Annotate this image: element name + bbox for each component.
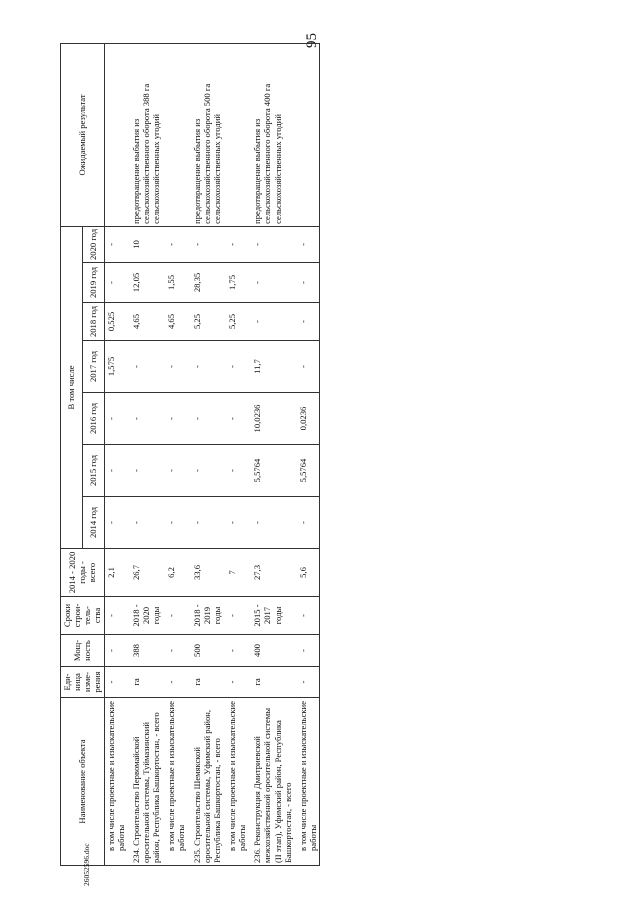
cell-terms: 2015 - 2017 годы	[251, 597, 294, 635]
cell-y2015: -	[191, 445, 223, 497]
cell-y2017: -	[165, 341, 187, 393]
cell-y2019: 12,05	[130, 263, 162, 303]
cell-y2017: 11,7	[251, 341, 294, 393]
cell-name: в том числе проектные и изыскательские работы	[226, 698, 248, 866]
cell-y2020: -	[297, 226, 320, 262]
cell-y2016: -	[226, 393, 248, 445]
cell-y2017: -	[191, 341, 223, 393]
cell-total: 27,3	[251, 549, 294, 597]
cell-result: предотвращение выбытия из сельскохозяйственного оборота 400 га сельскохозяйственных угодий	[251, 43, 294, 226]
header-unit: Еди-ница изме-рения	[61, 667, 105, 698]
cell-y2014: -	[226, 497, 248, 549]
cell-total: 33,6	[191, 549, 223, 597]
cell-unit: -	[165, 667, 187, 698]
header-terms: Сроки строи-тель-ства	[61, 597, 105, 635]
header-name: Наименование объекта	[61, 698, 105, 866]
cell-y2019: 1,55	[165, 263, 187, 303]
cell-total: 5,6	[297, 549, 320, 597]
cell-y2017: 1,575	[104, 341, 127, 393]
table-header	[61, 43, 105, 865]
cell-y2015: -	[130, 445, 162, 497]
cell-unit: -	[104, 667, 127, 698]
cell-result	[297, 43, 320, 226]
cell-y2016: -	[191, 393, 223, 445]
cell-y2020: -	[165, 226, 187, 262]
cell-result	[104, 43, 127, 226]
cell-y2018: 0,525	[104, 303, 127, 341]
cell-name: 235. Строительство Шемякской оросительной системы, Уфимский район, Республика Башкортостан, - всего	[191, 698, 223, 866]
cell-y2018: 4,65	[130, 303, 162, 341]
cell-terms: -	[297, 597, 320, 635]
cell-capacity: 500	[191, 635, 223, 667]
header-total: 2014 - 2020 годы - всего	[61, 549, 105, 597]
cell-capacity: -	[297, 635, 320, 667]
cell-y2016: -	[165, 393, 187, 445]
header-year-2017: 2017 год	[82, 341, 104, 393]
cell-unit: га	[130, 667, 162, 698]
cell-unit: -	[226, 667, 248, 698]
cell-y2019: 28,35	[191, 263, 223, 303]
table-row	[297, 43, 320, 865]
cell-unit: га	[251, 667, 294, 698]
cell-terms: -	[165, 597, 187, 635]
cell-result: предотвращение выбытия из сельскохозяйственного оборота 388 га сельскохозяйственных угодий	[130, 43, 162, 226]
cell-y2016: 10,0236	[251, 393, 294, 445]
header-result: Ожидаемый результат	[61, 43, 105, 226]
cell-capacity: 400	[251, 635, 294, 667]
cell-y2017: -	[226, 341, 248, 393]
cell-terms: -	[104, 597, 127, 635]
cell-capacity: 388	[130, 635, 162, 667]
cell-y2018: 5,25	[191, 303, 223, 341]
rotated-page	[60, 44, 560, 866]
cell-result: предотвращение выбытия из сельскохозяйственного оборота 500 га сельскохозяйственных угодий	[191, 43, 223, 226]
table-row	[104, 43, 127, 865]
cell-y2014: -	[130, 497, 162, 549]
investment-table	[60, 43, 320, 866]
cell-y2014: -	[104, 497, 127, 549]
cell-unit: га	[191, 667, 223, 698]
header-year-2020: 2020 год	[82, 226, 104, 262]
cell-y2015: -	[104, 445, 127, 497]
cell-y2015: -	[165, 445, 187, 497]
cell-y2020: 10	[130, 226, 162, 262]
cell-y2020: -	[226, 226, 248, 262]
cell-name: 234. Строительство Первомайской оросительной системы, Туймазинский район, Республика Башкортостан, - всего	[130, 698, 162, 866]
cell-capacity: -	[104, 635, 127, 667]
cell-y2019: -	[251, 263, 294, 303]
cell-total: 26,7	[130, 549, 162, 597]
header-year-2018: 2018 год	[82, 303, 104, 341]
cell-y2020: -	[104, 226, 127, 262]
table-row	[251, 43, 294, 865]
cell-y2019: -	[104, 263, 127, 303]
cell-y2018: 4,65	[165, 303, 187, 341]
cell-name: в том числе проектные и изыскательские работы	[297, 698, 320, 866]
cell-y2014: -	[251, 497, 294, 549]
cell-result	[165, 43, 187, 226]
cell-y2014: -	[191, 497, 223, 549]
cell-y2017: -	[130, 341, 162, 393]
cell-y2016: 0,0236	[297, 393, 320, 445]
cell-name: в том числе проектные и изыскательские работы	[165, 698, 187, 866]
header-capacity: Мощ-ность	[61, 635, 105, 667]
cell-y2015: 5,5764	[251, 445, 294, 497]
table-row	[165, 43, 187, 865]
cell-total: 7	[226, 549, 248, 597]
cell-result	[226, 43, 248, 226]
cell-total: 6,2	[165, 549, 187, 597]
cell-y2020: -	[251, 226, 294, 262]
header-year-2016: 2016 год	[82, 393, 104, 445]
header-year-2019: 2019 год	[82, 263, 104, 303]
cell-capacity: -	[226, 635, 248, 667]
cell-y2018: -	[251, 303, 294, 341]
cell-y2020: -	[191, 226, 223, 262]
table-row	[191, 43, 223, 865]
cell-y2015: 5,5764	[297, 445, 320, 497]
cell-unit: -	[297, 667, 320, 698]
page-number: 95	[304, 33, 320, 48]
cell-y2016: -	[130, 393, 162, 445]
cell-y2014: -	[297, 497, 320, 549]
table-row	[130, 43, 162, 865]
cell-terms: 2018 - 2019 годы	[191, 597, 223, 635]
header-year-2015: 2015 год	[82, 445, 104, 497]
cell-y2019: 1,75	[226, 263, 248, 303]
cell-y2014: -	[165, 497, 187, 549]
cell-name: 236. Реконструкция Дмитриевской межхозяйственной оросительной системы (II этап), Уфимский район, Республика Башкортостан, - всего	[251, 698, 294, 866]
cell-y2018: -	[297, 303, 320, 341]
cell-capacity: -	[165, 635, 187, 667]
table-row	[226, 43, 248, 865]
cell-y2017: -	[297, 341, 320, 393]
cell-y2015: -	[226, 445, 248, 497]
cell-total: 2,1	[104, 549, 127, 597]
cell-y2019: -	[297, 263, 320, 303]
cell-y2018: 5,25	[226, 303, 248, 341]
cell-name: в том числе проектные и изыскательские работы	[104, 698, 127, 866]
cell-terms: 2018 - 2020 годы	[130, 597, 162, 635]
header-year-2014: 2014 год	[82, 497, 104, 549]
cell-terms: -	[226, 597, 248, 635]
cell-y2016: -	[104, 393, 127, 445]
table-body	[104, 43, 320, 865]
document-code: 26052596.doc	[82, 843, 91, 886]
header-in-total: В том числе	[61, 226, 83, 548]
